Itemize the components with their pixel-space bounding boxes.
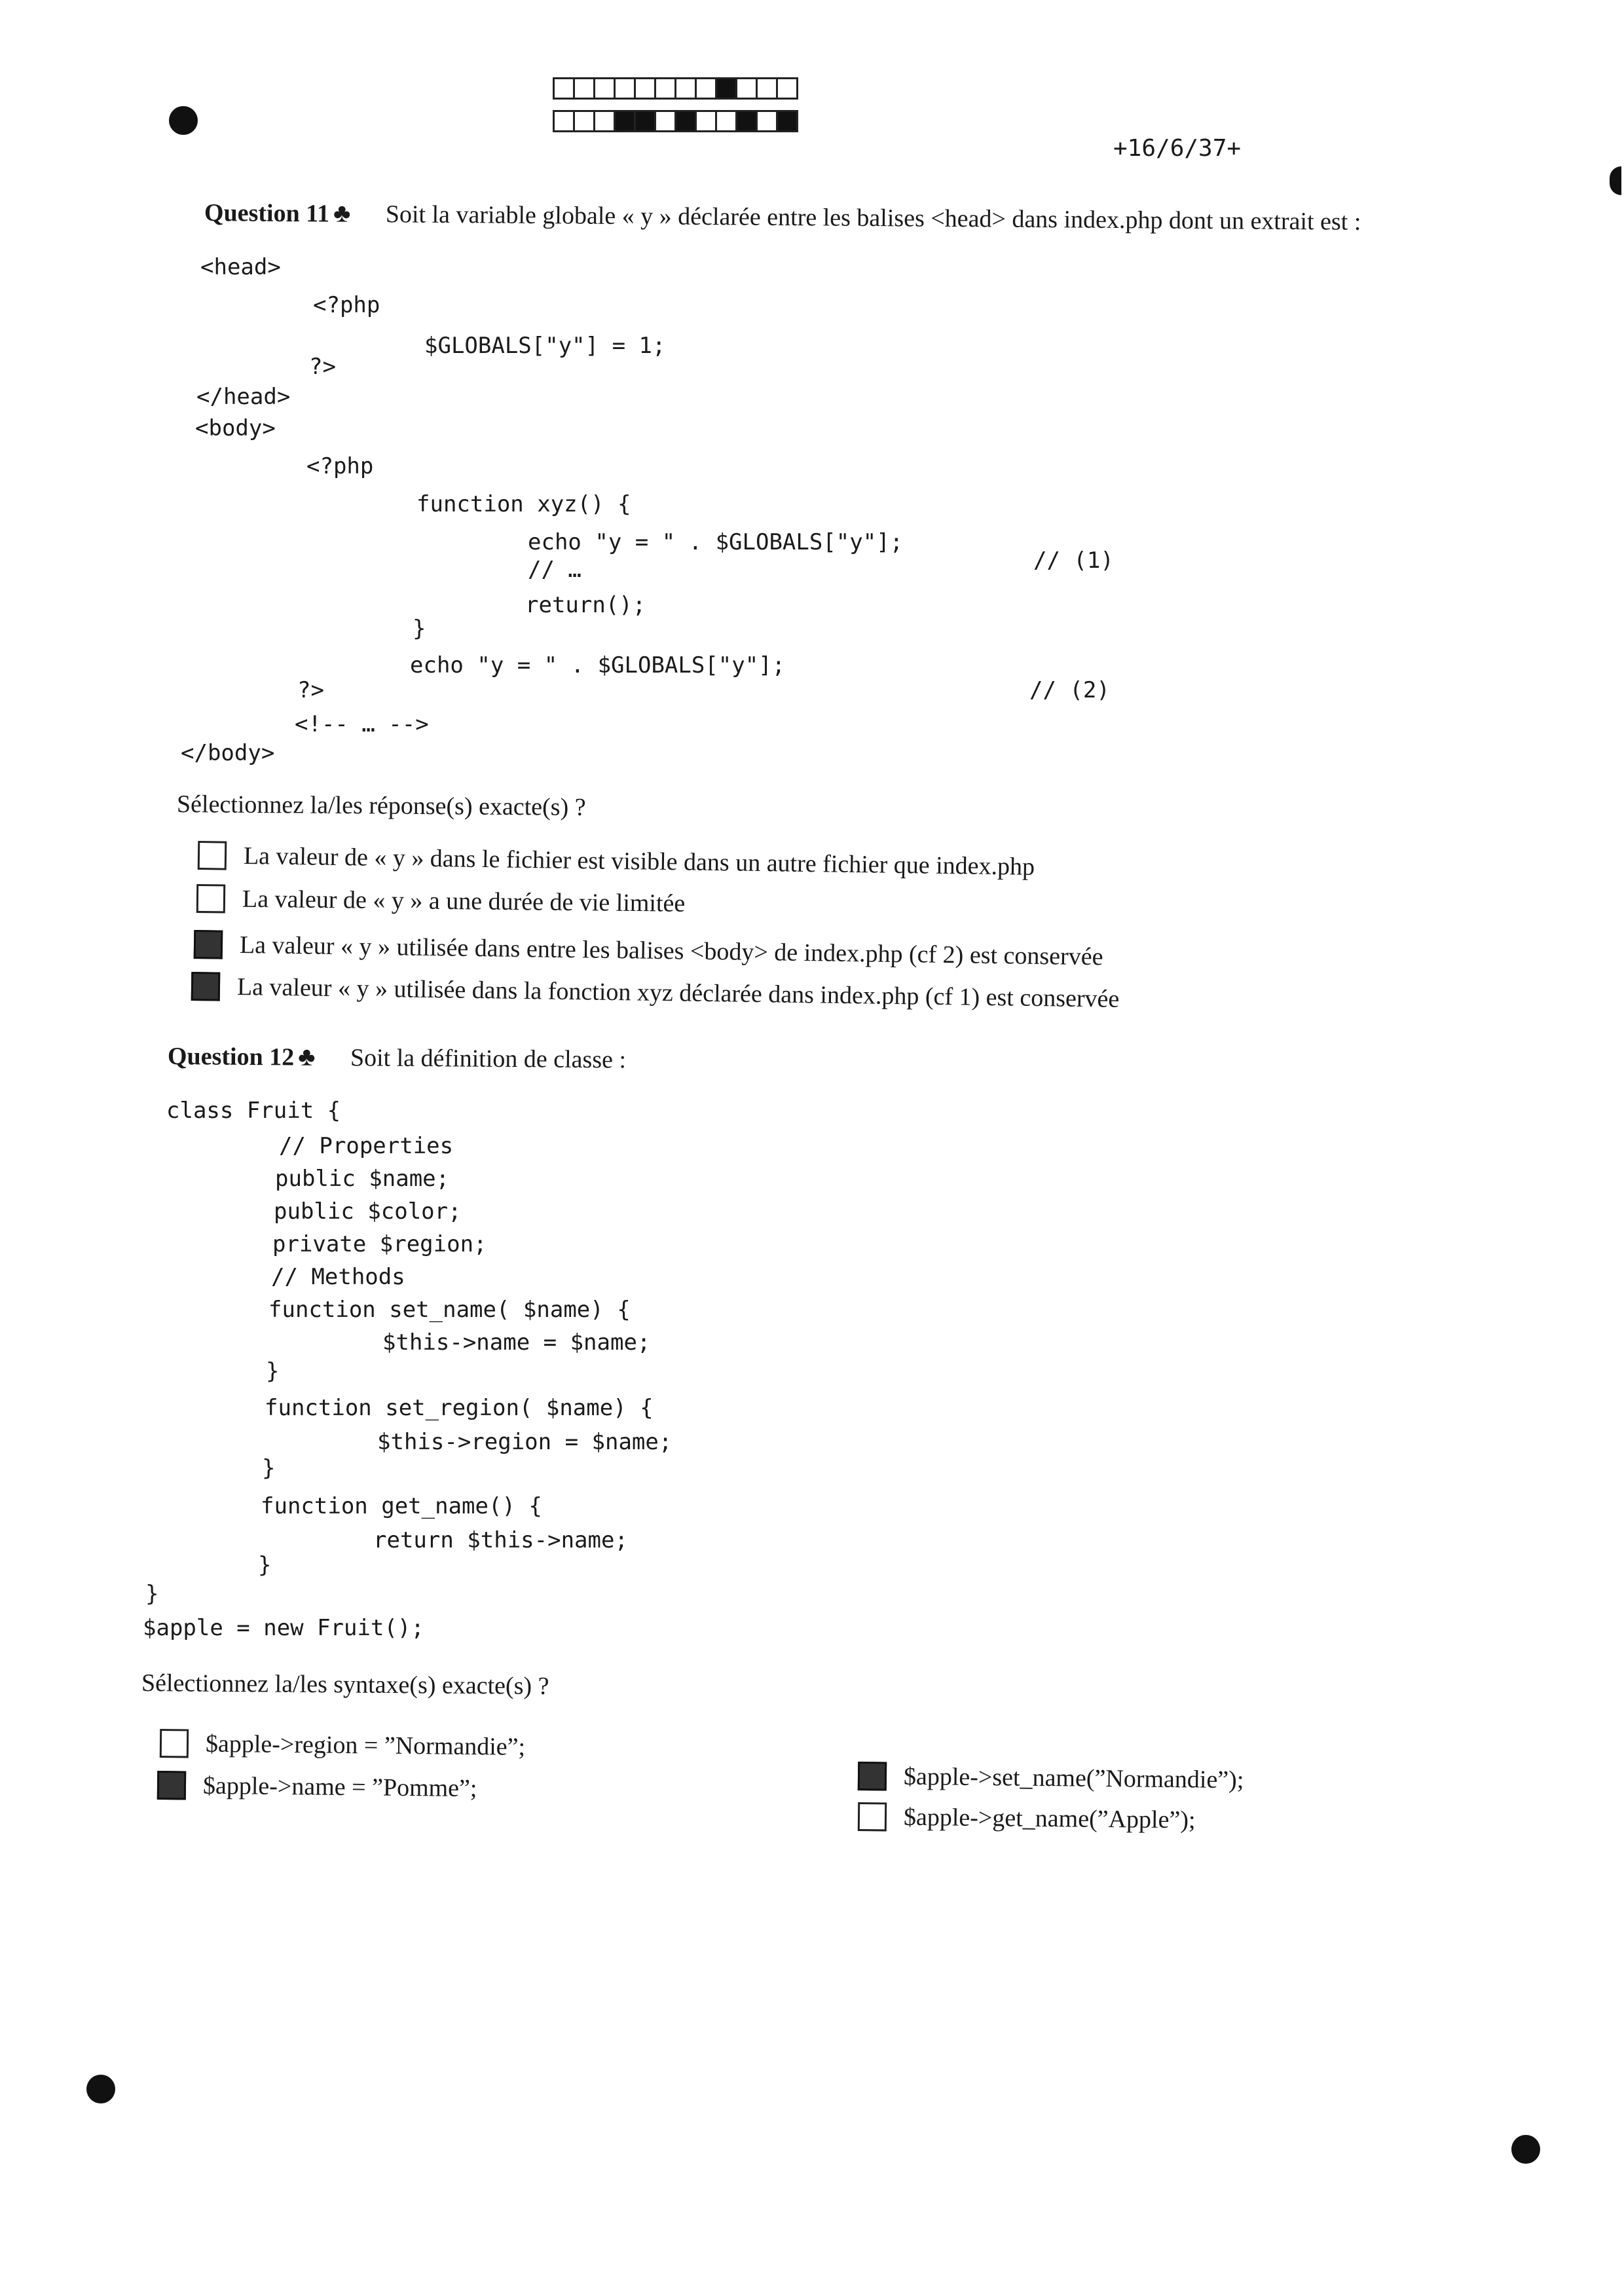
code-line: } (262, 1455, 276, 1481)
checkbox[interactable] (196, 884, 225, 913)
answer-option[interactable] (858, 1802, 1196, 1834)
id-cell (756, 110, 778, 132)
code-line: echo "y = " . $GLOBALS["y"]; (410, 652, 786, 678)
id-cell (776, 77, 798, 100)
id-cell (593, 110, 616, 132)
code-line: <body> (195, 415, 276, 441)
club-icon: ♣ (333, 198, 351, 228)
code-line: class Fruit { (166, 1098, 341, 1124)
id-cell-filled (614, 110, 636, 132)
registration-mark-top-left (169, 106, 198, 135)
question-11-prompt: Sélectionnez la/les réponse(s) exacte(s) ? (176, 790, 586, 821)
id-cell-filled (715, 77, 737, 100)
code-line: $apple = new Fruit(); (143, 1615, 424, 1641)
answer-option[interactable] (194, 930, 1103, 971)
code-line: // Properties (279, 1133, 454, 1159)
option-label: $apple->region = ”Normandie”; (205, 1730, 526, 1761)
option-label: $apple->set_name(”Normandie”); (903, 1762, 1244, 1794)
option-label: $apple->name = ”Pomme”; (202, 1771, 477, 1803)
id-cell (654, 110, 676, 132)
code-line: $this->name = $name; (382, 1329, 651, 1356)
checkbox-checked[interactable] (157, 1771, 186, 1800)
checkbox-checked[interactable] (194, 930, 223, 959)
id-cell (614, 77, 636, 100)
id-cell (735, 77, 758, 100)
id-cell (553, 77, 575, 100)
code-line: function xyz() { (416, 491, 631, 517)
id-cell-filled (674, 110, 697, 132)
id-cell (593, 77, 616, 100)
answer-option[interactable] (157, 1771, 477, 1803)
code-line: ?> (309, 354, 336, 380)
checkbox[interactable] (160, 1729, 189, 1758)
id-cell-filled (634, 110, 656, 132)
id-cell (756, 77, 778, 100)
id-cell (573, 110, 595, 132)
question-11-title: Question 11 (204, 199, 330, 228)
registration-mark-bottom-left (86, 2075, 115, 2103)
code-line: } (258, 1552, 272, 1578)
id-grid-bottom (553, 110, 796, 132)
code-line: } (145, 1581, 159, 1607)
code-comment: // (2) (1029, 677, 1110, 703)
code-line: </body> (181, 740, 275, 766)
question-12-header (168, 1040, 626, 1074)
code-line: return(); (525, 592, 646, 618)
id-cell-filled (735, 110, 758, 132)
id-cell (695, 110, 717, 132)
id-cell (634, 77, 656, 100)
answer-option[interactable] (858, 1762, 1244, 1794)
code-line: public $color; (274, 1198, 462, 1225)
code-line: ?> (297, 677, 324, 703)
registration-mark-edge-right (1610, 166, 1621, 195)
option-label: La valeur « y » utilisée dans la fonction xyz déclarée dans index.php (cf 1) est conservée (236, 972, 1120, 1013)
id-cell (695, 77, 717, 100)
code-line: function set_name( $name) { (268, 1297, 631, 1323)
code-line: <!-- … --> (295, 711, 429, 737)
id-cell-filled (776, 110, 798, 132)
registration-mark-bottom-right (1511, 2135, 1540, 2164)
code-line: } (266, 1358, 280, 1384)
code-line: return $this->name; (373, 1527, 628, 1553)
id-cell (573, 77, 595, 100)
code-line: function set_region( $name) { (265, 1395, 654, 1421)
code-line: $this->region = $name; (377, 1429, 673, 1455)
answer-option[interactable] (160, 1729, 526, 1762)
code-line: echo "y = " . $GLOBALS["y"]; (528, 529, 904, 555)
checkbox[interactable] (858, 1802, 887, 1831)
code-line: <?php (306, 453, 374, 479)
code-line: // … (528, 557, 581, 583)
question-11-header (204, 196, 1361, 236)
code-line: $GLOBALS["y"] = 1; (424, 333, 666, 359)
answer-option[interactable] (198, 841, 1035, 881)
code-line: </head> (196, 384, 291, 410)
checkbox-checked[interactable] (191, 972, 221, 1001)
question-11-text: Soit la variable globale « y » déclarée entre les balises <head> dans index.php dont un extrait est : (385, 200, 1361, 236)
code-line: // Methods (271, 1264, 405, 1290)
option-label: La valeur de « y » dans le fichier est visible dans un autre fichier que index.php (243, 842, 1035, 881)
id-cell (715, 110, 737, 132)
checkbox[interactable] (198, 841, 227, 870)
id-cell (674, 77, 697, 100)
code-line: } (413, 616, 426, 642)
option-label: $apple->get_name(”Apple”); (903, 1803, 1196, 1834)
code-line: <head> (200, 254, 281, 280)
checkbox-checked[interactable] (858, 1762, 887, 1790)
id-grid-top (553, 77, 796, 100)
code-line: public $name; (275, 1166, 450, 1192)
code-line: <?php (313, 292, 380, 318)
club-icon: ♣ (298, 1041, 316, 1071)
code-comment: // (1) (1033, 547, 1114, 574)
id-cell (654, 77, 676, 100)
answer-option[interactable] (191, 972, 1120, 1014)
code-line: private $region; (272, 1231, 487, 1257)
page-id: +16/6/37+ (1113, 135, 1242, 162)
question-12-text: Soit la définition de classe : (350, 1044, 627, 1074)
question-12-prompt: Sélectionnez la/les syntaxe(s) exacte(s) ? (141, 1669, 549, 1700)
question-12-title: Question 12 (167, 1043, 295, 1071)
answer-option[interactable] (196, 884, 686, 918)
option-label: La valeur de « y » a une durée de vie limitée (242, 885, 686, 917)
code-line: function get_name() { (261, 1493, 542, 1519)
option-label: La valeur « y » utilisée dans entre les balises <body> de index.php (cf 2) est conservée (239, 931, 1103, 971)
id-cell (553, 110, 575, 132)
